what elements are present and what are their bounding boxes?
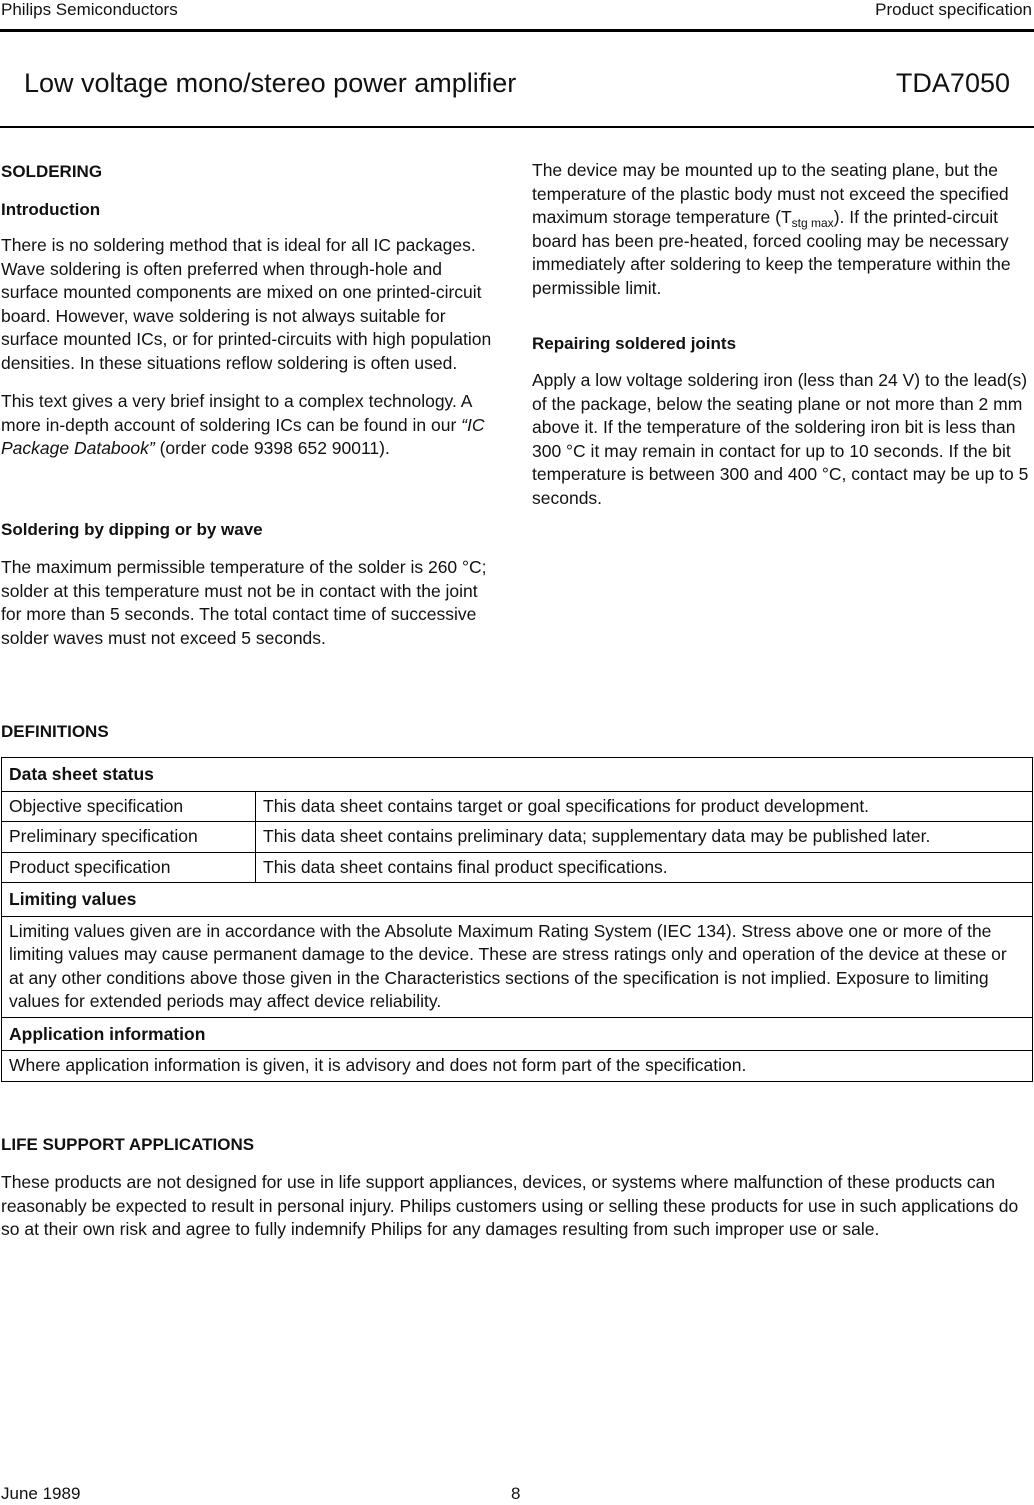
table-row bbox=[2, 1051, 1033, 1082]
introduction-paragraph-2: This text gives a very brief insight to a complex technology. A more in-depth account of soldering ICs can be found in our “IC Package Databook” (order code 9398 652 90011). bbox=[1, 391, 485, 458]
limiting-values-text: Limiting values given are in accordance with the Absolute Maximum Rating System (IEC 134). Stress above one or more of the limiting values may cause permanent damage to the device. These are stress ratings only and operation of the device at these or at any other conditions above those given in the Characteristics sections of the specification is not implied. Exposure to limiting values for extended periods may affect device reliability. bbox=[2, 916, 1033, 1017]
table-row bbox=[2, 883, 1033, 917]
dip-wave-paragraph: The maximum permissible temperature of the solder is 260 °C; solder at this temperature must not be in contact with the joint for more than 5 seconds. The total contact time of successive solder waves must not exceed 5 seconds. bbox=[1, 557, 487, 648]
table-row bbox=[2, 791, 1033, 822]
table-row bbox=[2, 822, 1033, 853]
status-term: Preliminary specification bbox=[2, 822, 256, 853]
page-title: Low voltage mono/stereo power amplifier bbox=[24, 68, 517, 98]
mounting-paragraph: The device may be mounted up to the seating plane, but the temperature of the plastic body must not exceed the specified maximum storage temperature $(T_{stg max})$. If the printed-circuit board has been pre-heated, forced cooling may be necessary immediately after soldering to keep the temperature within the permissible limit. bbox=[532, 160, 1011, 298]
table-row bbox=[2, 758, 1033, 792]
table-row bbox=[2, 852, 1033, 883]
company-name: Philips Semiconductors bbox=[1, 0, 178, 19]
introduction-paragraph-1: There is no soldering method that is ideal for all IC packages. Wave soldering is often preferred when through-hole and surface mounted components are mixed on one printed-circuit board. However, wave soldering is not always suitable for surface mounted ICs, or for printed-circuits with high population densities. In these situations reflow soldering is often used. bbox=[1, 235, 492, 373]
life-support-heading: LIFE SUPPORT APPLICATIONS bbox=[1, 1135, 255, 1154]
status-description: This data sheet contains preliminary data; supplementary data may be published later. bbox=[256, 822, 1033, 853]
dip-wave-heading: Soldering by dipping or by wave bbox=[1, 520, 263, 539]
soldering-heading: SOLDERING bbox=[1, 162, 103, 181]
data-sheet-status-heading: Data sheet status bbox=[2, 758, 1033, 792]
repairing-heading: Repairing soldered joints bbox=[532, 334, 737, 353]
table-row bbox=[2, 916, 1033, 1017]
status-description: This data sheet contains target or goal specifications for product development. bbox=[256, 791, 1033, 822]
introduction-heading: Introduction bbox=[1, 200, 101, 219]
part-number: TDA7050 bbox=[895, 68, 1010, 98]
table-row bbox=[2, 1017, 1033, 1051]
limiting-values-heading: Limiting values bbox=[2, 883, 1033, 917]
databook-reference: “IC Package Databook” bbox=[1, 414, 485, 458]
document-type: Product specification bbox=[875, 0, 1032, 19]
header-rule bbox=[0, 29, 1034, 32]
life-support-paragraph: These products are not designed for use in life support appliances, devices, or systems where malfunction of these products can reasonably be expected to result in personal injury. Philips customers using or selling these products for use in such applications do so at their own risk and agree to fully indemnify Philips for any damages resulting from such improper use or sale. bbox=[1, 1172, 1019, 1239]
repairing-paragraph: Apply a low voltage soldering iron (less than 24 V) to the lead(s) of the package, below the seating plane or not more than 2 mm above it. If the temperature of the soldering iron bit is less than 300 °C it may remain in contact for up to 10 seconds. If the bit temperature is between 300 and 400 °C, contact may be up to 5 seconds. bbox=[532, 370, 1029, 508]
definitions-heading: DEFINITIONS bbox=[1, 722, 109, 741]
title-rule bbox=[0, 126, 1034, 128]
application-information-text: Where application information is given, it is advisory and does not form part of the specification. bbox=[2, 1051, 1033, 1082]
status-term: Objective specification bbox=[2, 791, 256, 822]
footer-date: June 1989 bbox=[1, 1484, 81, 1503]
status-description: This data sheet contains final product specifications. bbox=[256, 852, 1033, 883]
page-number: 8 bbox=[511, 1484, 521, 1503]
status-term: Product specification bbox=[2, 852, 256, 883]
definitions-table bbox=[1, 757, 1033, 1082]
tstg-subscript: stg max bbox=[791, 216, 834, 230]
application-information-heading: Application information bbox=[2, 1017, 1033, 1051]
